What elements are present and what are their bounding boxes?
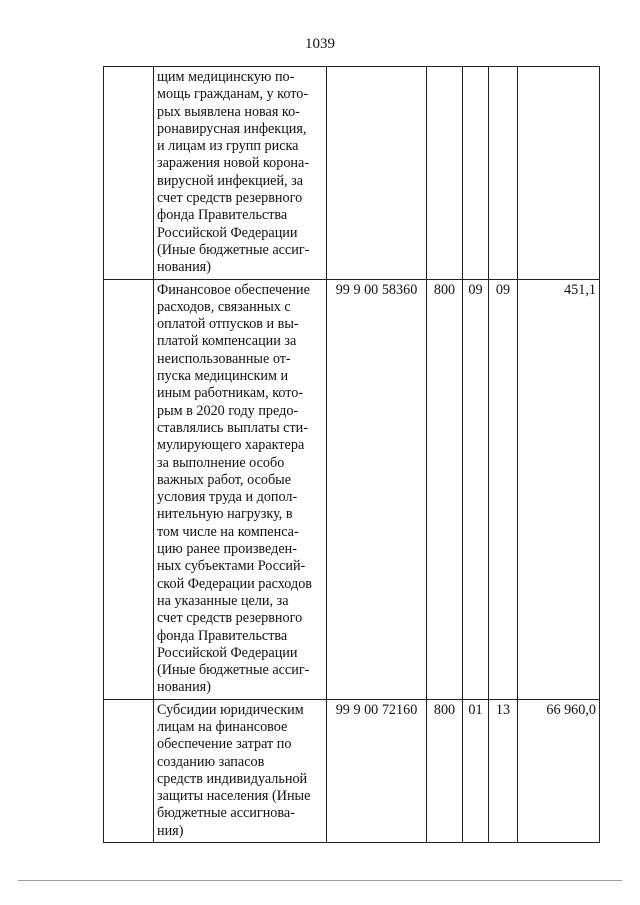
row-blank-cell xyxy=(104,67,154,280)
name-line: нования) xyxy=(157,679,211,696)
row-code-cell: 99 9 00 58360 xyxy=(327,279,427,699)
name-line: Российской Федерации xyxy=(157,224,298,241)
name-line: (Иные бюджетные ассиг- xyxy=(157,662,310,679)
row-expense-type-cell: 800 xyxy=(427,279,463,699)
name-line: фонда Правительства xyxy=(157,627,288,644)
row-name-cell xyxy=(154,67,327,280)
row-subsection-cell: 13 xyxy=(489,699,518,842)
name-line: расходов, связанных с xyxy=(157,298,291,315)
row-section-cell: 09 xyxy=(463,279,489,699)
table-body xyxy=(104,67,600,843)
name-line: ных субъектами Россий- xyxy=(157,558,306,575)
name-line: мулирующего характера xyxy=(157,437,305,454)
name-line: том числе на компенса- xyxy=(157,523,299,540)
name-line: и лицам из групп риска xyxy=(157,138,299,155)
name-line: щим медицинскую по- xyxy=(157,69,295,85)
row-code-cell: 99 9 00 72160 xyxy=(327,699,427,842)
name-line: созданию запасов xyxy=(157,753,265,770)
name-line: Субсидии юридическим xyxy=(157,701,304,718)
name-line: бюджетные ассигнова- xyxy=(157,805,295,822)
name-line: оплатой отпусков и вы- xyxy=(157,316,299,333)
name-line: ния) xyxy=(157,822,184,839)
row-section-cell xyxy=(463,67,489,280)
name-line: важных работ, особые xyxy=(157,471,292,488)
name-line: неиспользованные от- xyxy=(157,350,291,367)
row-expense-type-cell: 800 xyxy=(427,699,463,842)
row-expense-type-cell xyxy=(427,67,463,280)
name-line: ронавирусная инфекция, xyxy=(157,120,307,137)
name-line: счет средств резервного xyxy=(157,190,303,207)
name-line: защиты населения (Иные xyxy=(157,788,311,805)
name-line: ской Федерации расходов xyxy=(157,575,313,592)
name-line: средств индивидуальной xyxy=(157,770,308,787)
name-line: за выполнение особо xyxy=(157,454,285,471)
row-name-cell xyxy=(154,699,327,842)
name-line: рых выявлена новая ко- xyxy=(157,103,300,120)
page-bottom-rule xyxy=(18,880,622,881)
name-line: Финансовое обеспечение xyxy=(157,281,310,298)
row-amount-cell xyxy=(518,67,600,280)
name-line: пуска медицинским и xyxy=(157,368,289,385)
name-line: платой компенсации за xyxy=(157,333,297,350)
name-line: на указанные цели, за xyxy=(157,592,289,609)
name-line: рым в 2020 году предо- xyxy=(157,402,299,419)
row-amount-cell: 451,1 xyxy=(518,279,600,699)
name-line: заражения новой корона- xyxy=(157,155,310,172)
table-row xyxy=(104,279,600,699)
name-line: иным работникам, кото- xyxy=(157,385,304,402)
page-number: 1039 xyxy=(305,36,335,52)
row-blank-cell xyxy=(104,699,154,842)
name-line: счет средств резервного xyxy=(157,610,303,627)
row-subsection-cell xyxy=(489,67,518,280)
name-line: вирусной инфекцией, за xyxy=(157,172,304,189)
row-blank-cell xyxy=(104,279,154,699)
name-line: Российской Федерации xyxy=(157,644,298,661)
name-line: нительную нагрузку, в xyxy=(157,506,293,523)
table-row xyxy=(104,67,600,280)
name-line: условия труда и допол- xyxy=(157,489,298,506)
budget-table xyxy=(103,66,600,843)
name-line: нования) xyxy=(157,259,211,276)
row-subsection-cell: 09 xyxy=(489,279,518,699)
table-row xyxy=(104,699,600,842)
row-name-cell xyxy=(154,279,327,699)
row-section-cell: 01 xyxy=(463,699,489,842)
name-line: (Иные бюджетные ассиг- xyxy=(157,241,310,258)
name-line: обеспечение затрат по xyxy=(157,736,292,753)
name-line: цию ранее произведен- xyxy=(157,541,297,558)
name-line: фонда Правительства xyxy=(157,207,288,224)
name-line: мощь гражданам, у кото- xyxy=(157,86,309,103)
row-amount-cell: 66 960,0 xyxy=(518,699,600,842)
name-line: лицам на финансовое xyxy=(157,718,288,735)
row-code-cell xyxy=(327,67,427,280)
name-line: ставлялись выплаты сти- xyxy=(157,419,308,436)
